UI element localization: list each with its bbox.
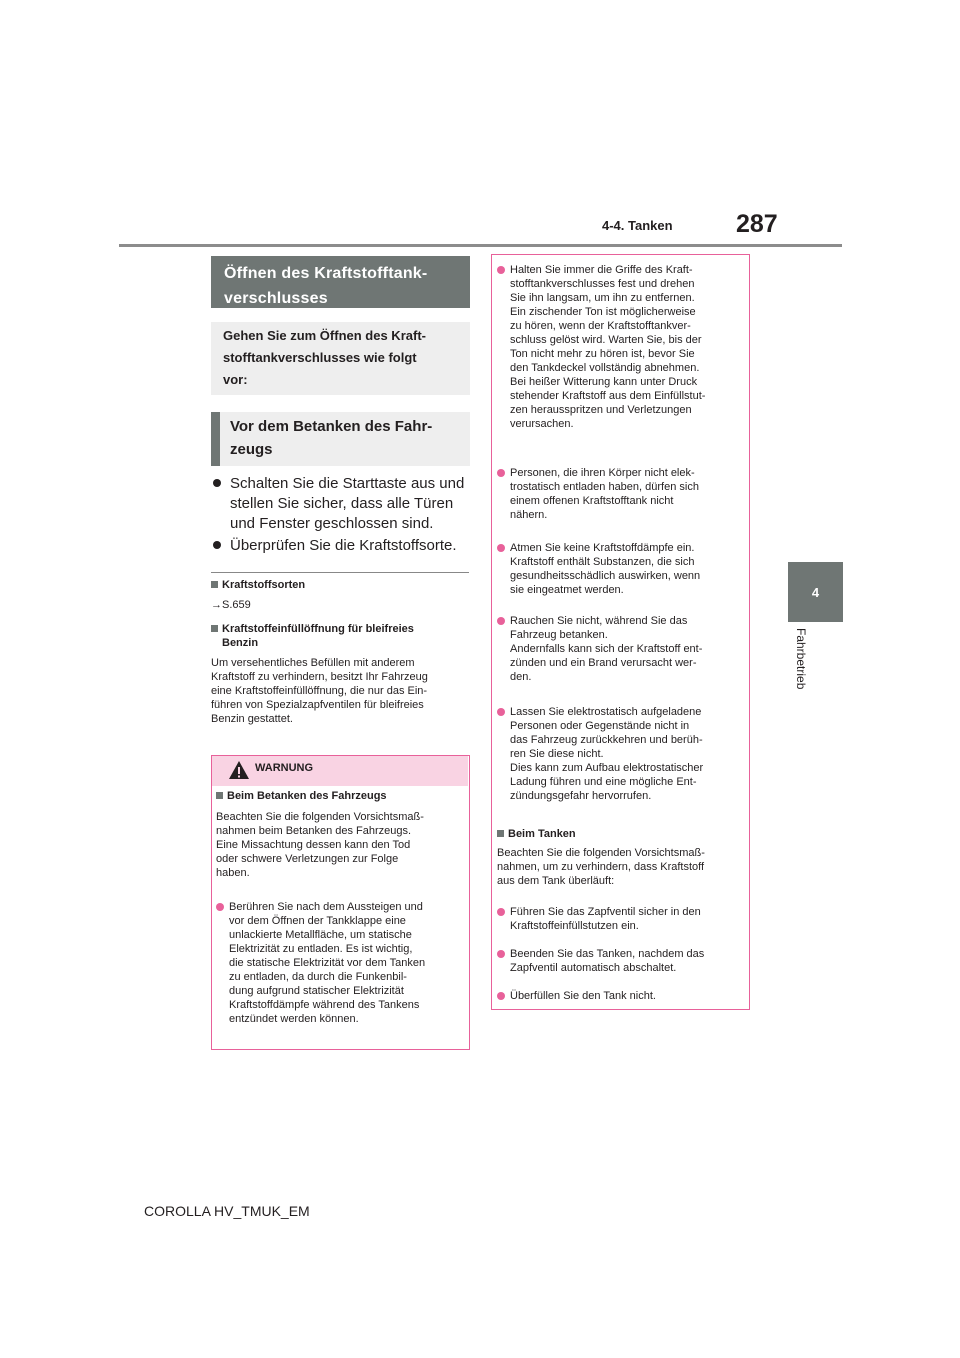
refuel-intro: Beachten Sie die folgenden Vorsichtsmaß- nahmen, um zu verhindern, dass Kraftstoff aus dem Tank überläuft: xyxy=(497,847,705,887)
section-title: Öffnen des Kraftstofftank- verschlusses xyxy=(211,256,470,308)
warning-intro: Beachten Sie die folgenden Vorsichtsmaß- nahmen beim Betanken des Fahrzeugs. Eine Missachtung dessen kann den Tod oder schwere Verletzungen zur Folge haben. xyxy=(216,811,424,879)
fuel-types-reference: →S.659 xyxy=(211,599,251,611)
running-header: 4-4. Tanken xyxy=(602,218,673,233)
chapter-label: Fahrbetrieb xyxy=(794,628,808,690)
refuel-bullet-stop: Beenden Sie das Tanken, nachdem das Zapfventil automatisch abschaltet. xyxy=(497,947,756,975)
refuel-bullet-overfill: Überfüllen Sie den Tank nicht. xyxy=(497,989,756,1003)
page-number: 287 xyxy=(736,210,778,238)
warning-bullet-vapors: Atmen Sie keine Kraftstoffdämpfe ein. Kraftstoff enthält Substanzen, die sich gesundheitsschädlich auswirken, wenn sie eingeatmet werden. xyxy=(497,541,756,597)
warning-bullet-smoking: Rauchen Sie nicht, während Sie das Fahrzeug betanken. Andernfalls kann sich der Kraftstoff ent- zünden und ein Brand verursacht wer- den. xyxy=(497,614,756,684)
footer-model-code: COROLLA HV_TMUK_EM xyxy=(144,1203,310,1219)
warning-bullet-discharge: Personen, die ihren Körper nicht elek- trostatisch entladen haben, dürfen sich einem offenen Kraftstofftank nicht nähern. xyxy=(497,466,756,522)
filler-heading: Kraftstoffeinfüllöffnung für bleifreies Benzin xyxy=(211,622,470,650)
chapter-tab xyxy=(788,562,843,622)
refuel-bullet-nozzle: Führen Sie das Zapfventil sicher in den Kraftstoffeinfüllstutzen ein. xyxy=(497,905,756,933)
warning-bullet-tank-cap: Halten Sie immer die Griffe des Kraft- stofftankverschlusses fest und drehen Sie ihn langsam, um ihn zu entfernen. Ein zischender Ton ist möglicherweise zu hören, wenn der Kraftstofftankver- schluss gelöst wird. Warten Sie, bis der Ton nicht mehr zu hören ist, bevor Sie den Tankdeckel vollständig abnehmen. Bei heißer Witterung kann unter Druck stehender Kraftstoff aus dem Einfüllstut- zen herausspritzen und Verletzungen verursachen. xyxy=(497,263,756,431)
warning-heading: Beim Betanken des Fahrzeugs xyxy=(216,789,475,803)
bullet-item-2: Überprüfen Sie die Kraftstoffsorte. xyxy=(213,536,490,556)
chapter-number: 4 xyxy=(811,584,820,600)
warning-bullet-charged-persons: Lassen Sie elektrostatisch aufgeladene Personen oder Gegenstände nicht in das Fahrzeug zurückkehren und berüh- ren Sie diese nicht. Dies kann zum Aufbau elektrostatischer Ladung führen und eine mögliche Ent- zündungsgefahr hervorrufen. xyxy=(497,705,756,803)
warning-triangle-icon xyxy=(228,760,250,780)
warning-title: WARNUNG xyxy=(255,762,314,774)
divider xyxy=(211,572,469,573)
filler-text: Um versehentliches Befüllen mit anderem Kraftstoff zu verhindern, besitzt Ihr Fahrzeug eine Kraftstoffeinfüllöffnung, die nur das Ein- führen von Spezialzapfventilen für bleifreies Benzin gestattet. xyxy=(211,657,428,725)
fuel-types-heading: Kraftstoffsorten xyxy=(211,578,470,592)
refuel-heading: Beim Tanken xyxy=(497,827,748,841)
subsection-title: Vor dem Betanken des Fahr- zeugs xyxy=(211,412,470,466)
header-rule xyxy=(119,244,842,247)
warning-bullet-static: Berühren Sie nach dem Aussteigen und vor dem Öffnen der Tankklappe eine unlackierte Metallfläche, um statische Elektrizität zu entladen. Es ist wichtig, die statische Elektrizität vor dem Tanken zu entladen, da durch die Funkenbil- dung aufgrund statischer Elektrizität Kraftstoffdämpfe während des Tankens entzündet werden können. xyxy=(216,900,473,1026)
intro-box: Gehen Sie zum Öffnen des Kraft- stofftankverschlusses wie folgt vor: xyxy=(211,322,470,395)
warning-header xyxy=(212,756,468,786)
bullet-item-1: Schalten Sie die Starttaste aus und stellen Sie sicher, dass alle Türen und Fenster geschlossen sind. xyxy=(213,474,490,534)
